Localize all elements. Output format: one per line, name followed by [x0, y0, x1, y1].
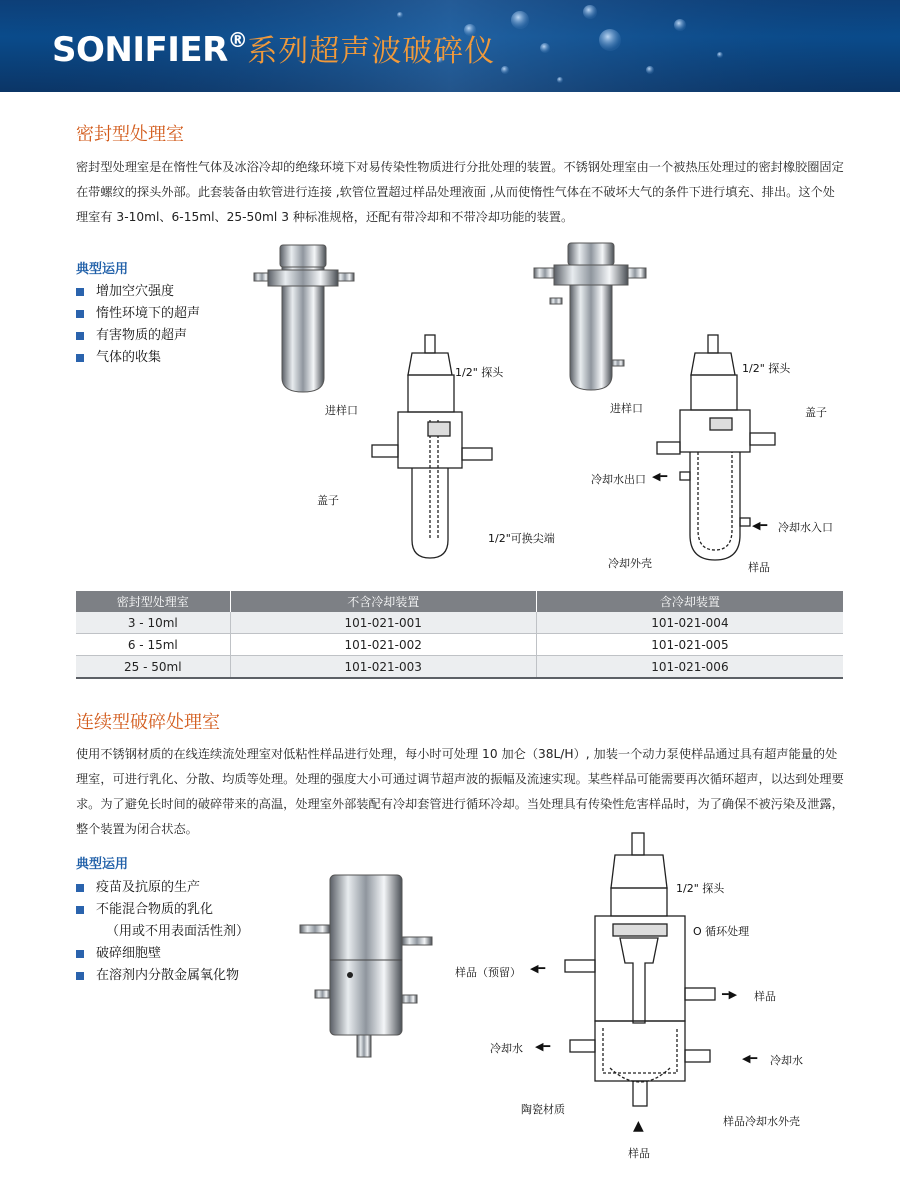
- sealed-chamber-diagram-no-cooling: [240, 240, 540, 570]
- label-probe-left: 1/2" 探头: [455, 366, 504, 379]
- app-label: 疫苗及抗原的生产: [96, 880, 201, 895]
- app-label: 气体的收集: [96, 350, 162, 365]
- section1-apps-list: [76, 281, 200, 369]
- banner-subtitle: 系列超声波破碎仪: [247, 34, 496, 69]
- bullet: [76, 884, 84, 892]
- label-water-out: 冷却水出口: [591, 473, 646, 486]
- section2-apps-title: 典型运用: [76, 857, 129, 872]
- section2-title: 连续型破碎处理室: [76, 712, 220, 733]
- list-item: [76, 921, 249, 943]
- continuous-chamber-photo: [295, 865, 445, 1065]
- bullet: [76, 354, 84, 362]
- bullet: [76, 950, 84, 958]
- chamber-photo-cooling: [534, 243, 646, 390]
- chamber-photo: [254, 245, 354, 392]
- list-item: [76, 281, 200, 303]
- label-probe-continuous: 1/2" 探头: [676, 882, 725, 895]
- sealed-chamber-table: [76, 591, 843, 679]
- label-sample-out: 样品: [754, 990, 776, 1003]
- list-item: [76, 303, 200, 325]
- app-label: 不能混合物质的乳化: [96, 902, 214, 917]
- table-cell: 3 - 10ml: [76, 612, 230, 634]
- arrow-left-icon: ◀━: [752, 519, 768, 532]
- label-shell: 冷却外壳: [608, 557, 652, 570]
- list-item: [76, 943, 249, 965]
- label-shell-continuous: 样品冷却水外壳: [723, 1115, 800, 1128]
- label-ceramic: 陶瓷材质: [521, 1103, 565, 1116]
- table-cell: 6 - 15ml: [76, 634, 230, 656]
- banner-title: [52, 26, 495, 70]
- label-probe-right: 1/2" 探头: [742, 362, 791, 375]
- label-cap-left: 盖子: [317, 494, 339, 507]
- table-cell: 101-021-003: [230, 656, 536, 679]
- table-cell: 101-021-001: [230, 612, 536, 634]
- table-row: [76, 656, 843, 679]
- table-cell: 25 - 50ml: [76, 656, 230, 679]
- table-header: 不含冷却装置: [230, 591, 536, 612]
- section2-apps-list: [76, 877, 249, 987]
- label-sample-in: 样品: [628, 1147, 650, 1160]
- table-cell: 101-021-002: [230, 634, 536, 656]
- section1-apps-title: 典型运用: [76, 262, 129, 277]
- section2-paragraph: 使用不锈钢材质的在线连续流处理室对低粘性样品进行处理，每小时可处理 10 加仑（38L/H）, 加装一个动力泵使样品通过具有超声能量的处理室，可进行乳化、分散、均质等处理。处理的强度大小可通过调节超声波的振幅及流速实现。某些样品可能需要再次循环超声，以达到处理要求。为了避免长时间的破碎带来的高温，处理室外部装配有冷却套管进行循环冷却。当处理具有传染性危害样品时，为了确保不被污染及泄露，整个装置为闭合状态。: [76, 747, 844, 836]
- app-label: 有害物质的超声: [96, 328, 188, 343]
- label-recirculation: O 循环处理: [693, 925, 750, 938]
- table-cell: 101-021-004: [536, 612, 843, 634]
- section1-paragraph: 密封型处理室是在惰性气体及冰浴冷却的绝缘环境下对易传染性物质进行分批处理的装置。不锈钢处理室由一个被热压处理过的密封橡胶圈固定在带螺纹的探头外部。此套装备由软管进行连接 ,软管位置超过样品处理液面 ,从而使惰性气体在不破坏大气的条件下进行填充、排出。这个处理室有 3-10ml、6-15ml、25-50ml 3 种标准规格，还配有带冷却和不带冷却功能的装置。: [76, 160, 844, 224]
- label-cap-right: 盖子: [805, 406, 827, 419]
- app-label: （用或不用表面活性剂）: [106, 924, 250, 939]
- list-item: [76, 965, 249, 987]
- table-row: [76, 612, 843, 634]
- label-water-left: 冷却水: [490, 1042, 523, 1055]
- continuous-chamber-schematic: [555, 828, 738, 1123]
- table-row: [76, 634, 843, 656]
- registered-mark: ®: [227, 28, 248, 52]
- list-item: [76, 899, 249, 921]
- bullet: [76, 288, 84, 296]
- list-item: [76, 347, 200, 369]
- table-header: 含冷却装置: [536, 591, 843, 612]
- header-banner: [0, 0, 900, 92]
- app-label: 惰性环境下的超声: [96, 306, 201, 321]
- app-label: 在溶剂内分散金属氧化物: [96, 968, 240, 983]
- list-item: [76, 877, 249, 899]
- table-cell: 101-021-006: [536, 656, 843, 679]
- brand-name: SONIFIER: [52, 30, 228, 70]
- arrow-up-icon: ▲: [633, 1118, 644, 1134]
- bullet: [76, 906, 84, 914]
- arrow-right-icon: ━▶: [722, 988, 738, 1001]
- table-header: 密封型处理室: [76, 591, 230, 612]
- label-tip-left: 1/2"可换尖端: [488, 532, 555, 545]
- label-water-in: 冷却水入口: [778, 521, 833, 534]
- list-item: [76, 325, 200, 347]
- label-water-right: 冷却水: [770, 1054, 803, 1067]
- app-label: 增加空穴强度: [96, 284, 175, 299]
- label-inlet-left: 进样口: [325, 404, 358, 417]
- app-label: 破碎细胞壁: [96, 946, 162, 961]
- label-sample-reserve: 样品（预留）: [455, 966, 521, 979]
- table-header-row: [76, 591, 843, 612]
- arrow-left-icon: ◀━: [530, 962, 546, 975]
- bullet: [76, 332, 84, 340]
- bullet: [76, 972, 84, 980]
- label-inlet-right: 进样口: [610, 402, 643, 415]
- bullet: [76, 310, 84, 318]
- table-cell: 101-021-005: [536, 634, 843, 656]
- arrow-left-icon: ◀━: [652, 470, 668, 483]
- arrow-left-icon: ◀━: [742, 1052, 758, 1065]
- arrow-left-icon: ◀━: [535, 1040, 551, 1053]
- section1-title: 密封型处理室: [76, 124, 184, 145]
- label-sample: 样品: [748, 561, 770, 574]
